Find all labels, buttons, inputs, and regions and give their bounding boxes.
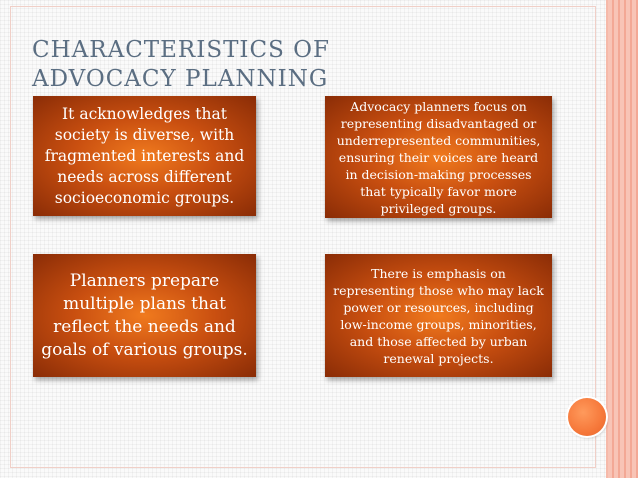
slide-title <box>32 36 330 94</box>
characteristic-text: There is emphasis on representing those who may lack power or resources, including low-income groups, minorities, and those affected by urban renewal projects. <box>333 265 544 366</box>
characteristic-text: Planners prepare multiple plans that reflect the needs and goals of various groups. <box>41 270 248 360</box>
decorative-circle-icon <box>568 398 606 436</box>
characteristic-box-emphasis <box>325 254 552 377</box>
characteristic-text: It acknowledges that society is diverse, with fragmented interests and needs across different socioeconomic groups. <box>44 104 245 207</box>
characteristic-box-representation <box>325 96 552 218</box>
decorative-side-stripe <box>608 0 638 478</box>
characteristic-box-multiple-plans <box>33 254 256 377</box>
characteristic-text: Advocacy planners focus on representing disadvantaged or underrepresented communities, ensuring their voices are heard in decision-making processes that typically favor more privileged groups. <box>336 98 541 216</box>
slide-title-line-2: ADVOCACY PLANNING <box>32 66 329 92</box>
slide-title-line-1: CHARACTERISTICS OF <box>32 37 330 63</box>
characteristic-box-diversity <box>33 96 256 216</box>
